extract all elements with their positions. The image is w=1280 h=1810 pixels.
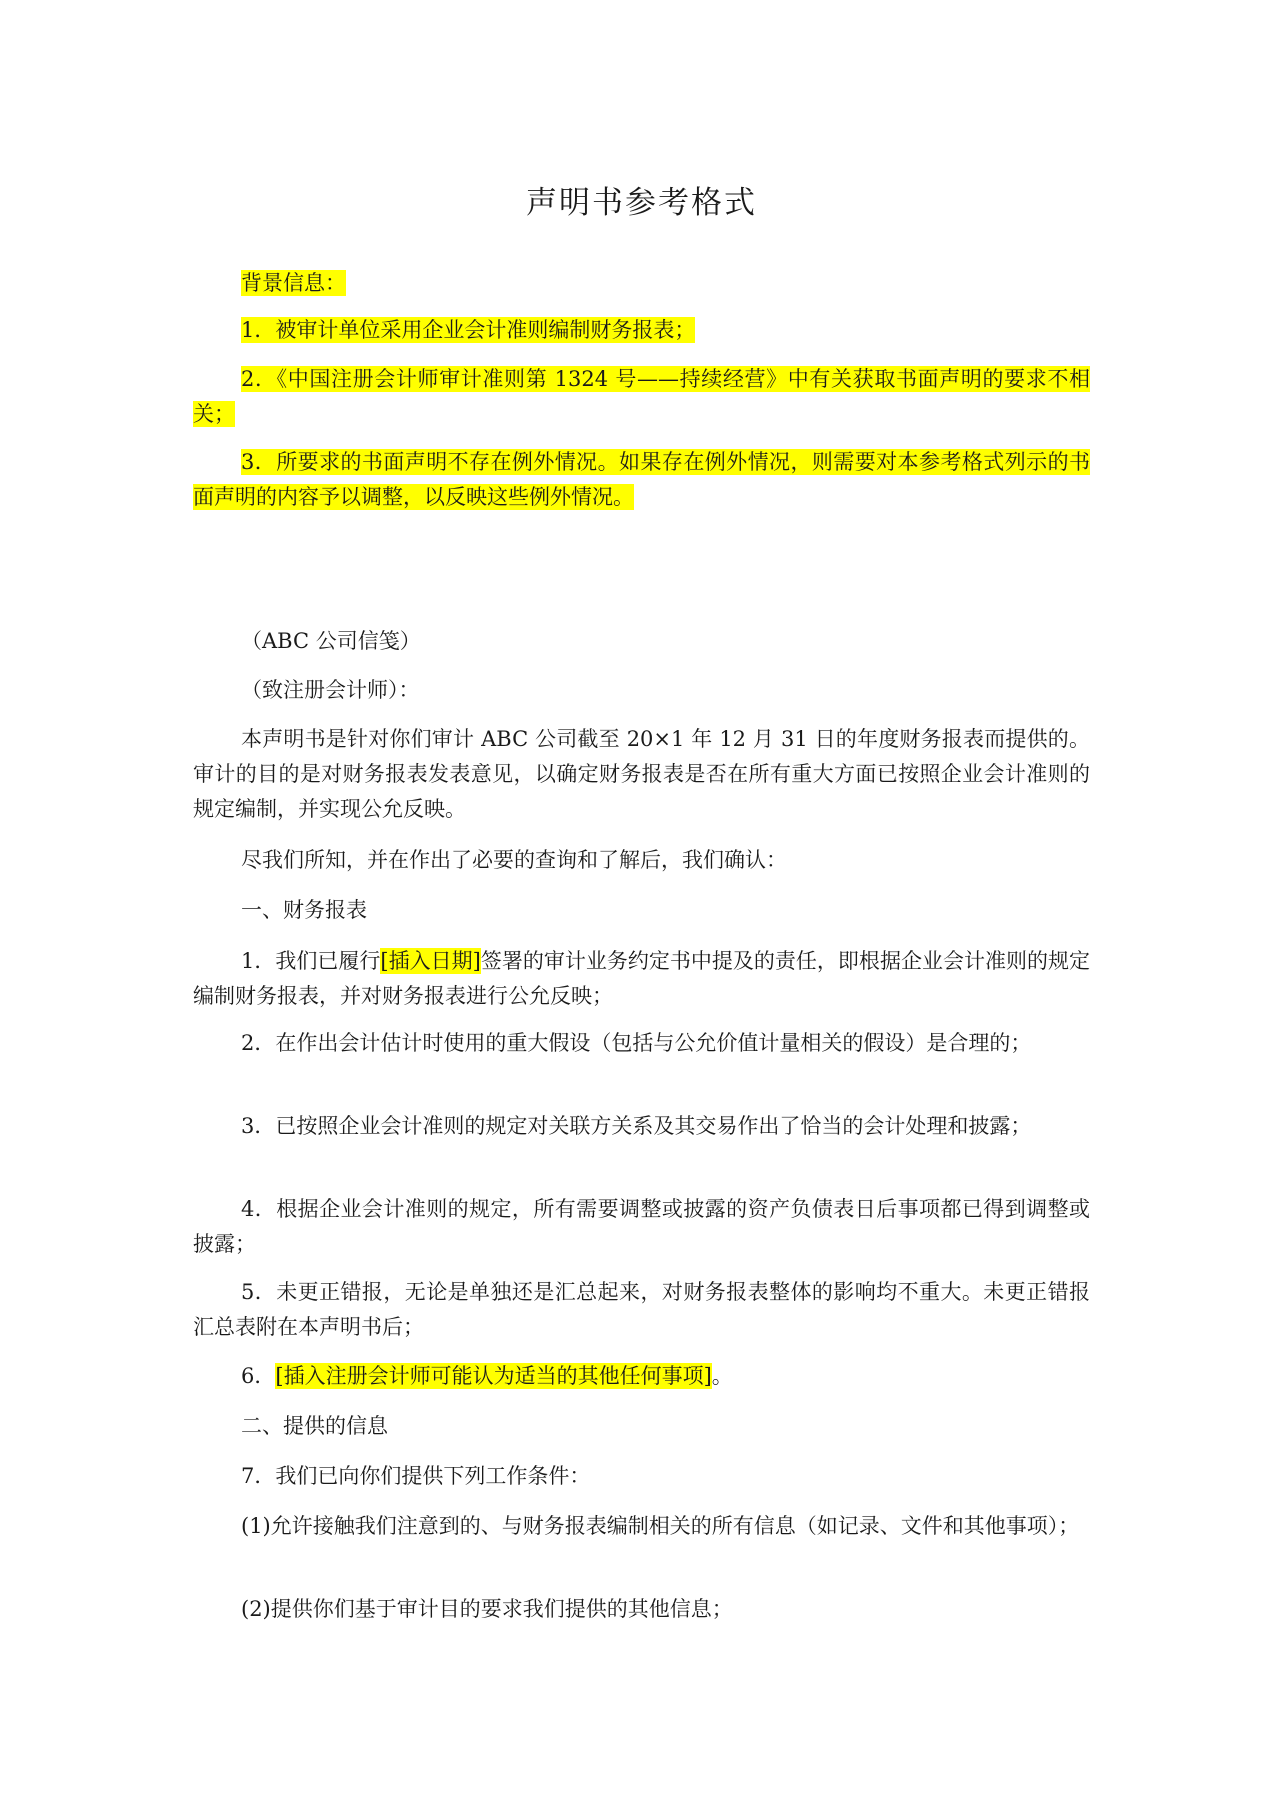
- section2-heading: 二、提供的信息: [241, 1414, 388, 1438]
- confirm-paragraph: 尽我们所知，并在作出了必要的查询和了解后，我们确认：: [241, 848, 787, 872]
- section2-sub-1: (1)允许接触我们注意到的、与财务报表编制相关的所有信息（如记录、文件和其他事项）；: [241, 1514, 1080, 1538]
- section1-item-1: 1．我们已履行[插入日期]签署的审计业务约定书中提及的责任，即根据企业会计准则的规定编制财务报表，并对财务报表进行公允反映；: [193, 949, 1090, 1008]
- insert-other-matters-placeholder: [插入注册会计师可能认为适当的其他任何事项]: [275, 1364, 712, 1388]
- section1-heading: 一、财务报表: [241, 898, 367, 922]
- section1-item-2: 2．在作出会计估计时使用的重大假设（包括与公允价值计量相关的假设）是合理的；: [241, 1031, 1032, 1055]
- section2-sub-2: (2)提供你们基于审计目的要求我们提供的其他信息；: [241, 1597, 733, 1621]
- background-item-1: 1．被审计单位采用企业会计准则编制财务报表；: [241, 318, 696, 342]
- background-heading: 背景信息：: [241, 271, 346, 295]
- document-title: 声明书参考格式: [526, 185, 757, 221]
- intro-paragraph: 本声明书是针对你们审计 ABC 公司截至 20×1 年 12 月 31 日的年度财务报表而提供的。审计的目的是对财务报表发表意见，以确定财务报表是否在所有重大方面已按照企业会计准则的规定编制，并实现公允反映。: [193, 727, 1090, 821]
- addressee: （致注册会计师）：: [241, 678, 420, 702]
- letterhead: （ABC 公司信笺）: [241, 629, 421, 653]
- background-item-3: 3．所要求的书面声明不存在例外情况。如果存在例外情况，则需要对本参考格式列示的书面声明的内容予以调整，以反映这些例外情况。: [193, 450, 1090, 509]
- section2-item-7: 7．我们已向你们提供下列工作条件：: [241, 1464, 591, 1488]
- section1-item-6: 6．[插入注册会计师可能认为适当的其他任何事项]。: [241, 1364, 733, 1388]
- insert-date-placeholder: [插入日期]: [380, 949, 481, 973]
- section1-item-5: 5．未更正错报，无论是单独还是汇总起来，对财务报表整体的影响均不重大。未更正错报汇总表附在本声明书后；: [193, 1280, 1090, 1339]
- background-item-2: 2．《中国注册会计师审计准则第 1324 号——持续经营》中有关获取书面声明的要求不相关；: [193, 367, 1090, 426]
- section1-item-3: 3．已按照企业会计准则的规定对关联方关系及其交易作出了恰当的会计处理和披露；: [241, 1114, 1032, 1138]
- section1-item-4: 4．根据企业会计准则的规定，所有需要调整或披露的资产负债表日后事项都已得到调整或披露；: [193, 1197, 1090, 1256]
